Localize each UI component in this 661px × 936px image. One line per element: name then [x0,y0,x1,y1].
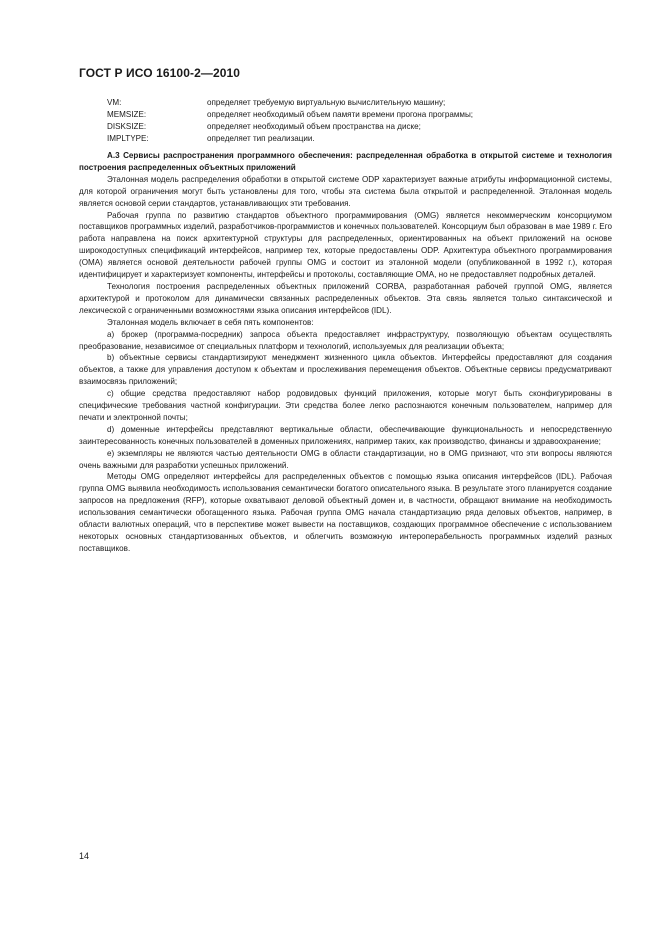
paragraph: Эталонная модель включает в себя пять компонентов: [107,317,314,327]
list-item-a: а) брокер (программа-посредник) запроса объекта предоставляет инфраструктуру, позволяющую объектам осуществлять преобразование, независимое от специальных платформ и технологий, используемых для реализации объекта; [79,329,612,351]
page-number: 14 [79,851,90,861]
definition-row [107,133,577,145]
definition-desc: определяет тип реализации. [207,134,315,144]
definition-term: IMPLTYPE: [107,134,149,144]
section-heading: А.3 Сервисы распространения программного обеспечения: распределенная обработка в открытой системе и технология построения распределенных объектных приложений [79,151,612,172]
paragraph: Технология построения распределенных объектных приложений CORBA, разработанная рабочей группой OMG, является архитектурой и протоколом для динамически связанных распределенных объектов. Эта связь является только синтаксической и лексической с ограниченными возможностями языка описания интерфейсов (IDL). [79,281,612,315]
definition-row [107,109,577,121]
paragraph: Рабочая группа по развитию стандартов объектного программирования (OMG) является некоммерческим консорциумом поставщиков программных изделий, разработчиков-программистов и конечных пользователей. Консорциум был образован в мае 1989 г. Его работа направлена на поиск архитектурной структуры для распределенных, ориентированных на объект приложений на основе широкодоступных спецификаций интерфейсов, например тех, которые предоставлены ODP. Архитектура объектного программирования (OMA) является основой деятельности рабочей группы OMG и состоит из эталонной модели (опубликованной в 1992 г.), которая идентифицирует и характеризует компоненты, интерфейсы и протоколы, составляющие OMA, но не предоставляет подробных деталей. [79,210,612,280]
paragraph: Методы OMG определяют интерфейсы для распределенных объектов с помощью языка описания интерфейсов (IDL). Рабочая группа OMG выявила необходимость использования семантически богатого описательного языка. В результате этого планируется создание запросов на предложения (RFP), которые охватывают деловой объектный домен и, в частности, обращают внимание на необходимость использования семантически обогащенного языка. Рабочая группа OMG начала стандартизацию ряда деловых объектов, например, в области валютных операций, что в перспективе может вывести на поставщиков, создающих программное обеспечение с использованием некоторых основных стандартизованных объектов, и облегчить возможную интероперабельность программных изделий разных поставщиков. [79,472,612,553]
definition-desc: определяет необходимый объем пространства на диске; [207,122,421,132]
definition-list [107,97,577,145]
definition-desc: определяет необходимый объем памяти времени прогона программы; [207,110,474,120]
definition-term: DISKSIZE: [107,122,147,132]
list-item-b: b) объектные сервисы стандартизируют менеджмент жизненного цикла объектов. Интерфейсы предоставляют для создания объектов, а также для управления доступом к объектам и прослеживания перемещения объектов. Объектные сервисы предусматривают взаимосвязь приложений; [79,353,612,387]
list-item-d: d) доменные интерфейсы представляют вертикальные области, обеспечивающие функциональность и непосредственную заинтересованность конечных пользователей в доменных приложениях, например таких, как производство, финансы и здравоохранение; [79,424,612,446]
list-item-e: e) экземпляры не являются частью деятельности OMG в области стандартизации, но в OMG признают, что эти вопросы являются очень важными для разработки успешных приложений. [79,448,612,470]
definition-term: VM: [107,98,122,107]
definition-row [107,97,577,109]
document-body [79,150,612,555]
paragraph: Эталонная модель распределения обработки в открытой системе ODP характеризует важные атрибуты информационной системы, для которой ограничения могут быть установлены для того, чтобы эта система была открытой и распределенной. Эталонная модель является основой серии стандартов, устанавливающих эти требования. [79,174,612,208]
definition-desc: определяет требуемую виртуальную вычислительную машину; [207,98,446,107]
list-item-c: c) общие средства предоставляют набор родовидовых функций приложения, которые могут быть сконфигурированы в специфические требования частной конфигурации. Эти средства более легко распознаются конечным пользователем, например для печати и электронной почты; [79,389,612,422]
document-header: ГОСТ Р ИСО 16100-2—2010 [79,66,241,80]
definition-term: MEMSIZE: [107,110,147,120]
definition-row [107,121,577,133]
